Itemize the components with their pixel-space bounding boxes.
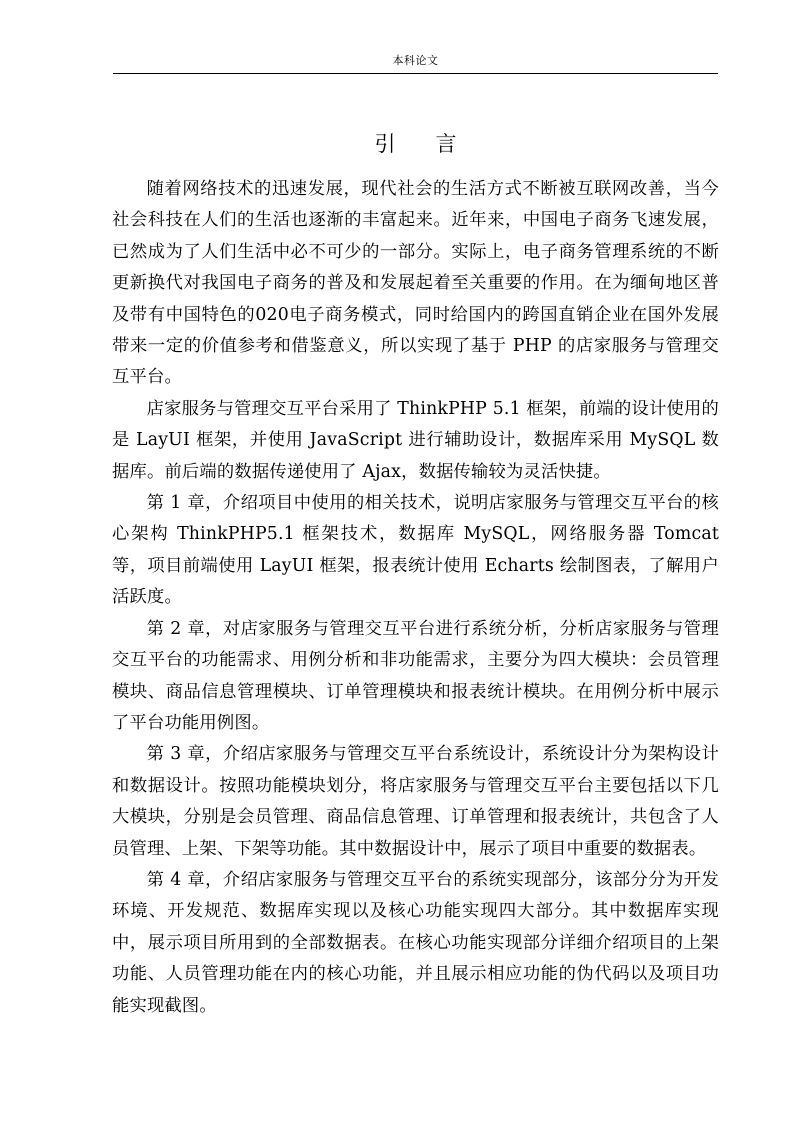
paragraph-chapter-1: 第 1 章，介绍项目中使用的相关技术，说明店家服务与管理交互平台的核心架构 ThinkPHP5.1 框架技术，数据库 MySQL，网络服务器 Tomcat 等，项目前端使用 LayUI 框架，报表统计使用 Echarts 绘制图表，了解用户活跃度。: [112, 493, 719, 608]
paragraph-intro: 随着网络技术的迅速发展，现代社会的生活方式不断被互联网改善，当今社会科技在人们的生活也逐渐的丰富起来。近年来，中国电子商务飞速发展，已然成为了人们生活中必不可少的一部分。实际上，电子商务管理系统的不断更新换代对我国电子商务的普及和发展起着至关重要的作用。在为缅甸地区普及带有中国特色的020电子商务模式，同时给国内的跨国直销企业在国外发展带来一定的价值参考和借鉴意义，所以实现了基于 PHP 的店家服务与管理交互平台。: [112, 179, 719, 388]
chapter-title: 引言: [374, 132, 497, 156]
paragraph-framework: 店家服务与管理交互平台采用了 ThinkPHP 5.1 框架，前端的设计使用的是 LayUI 框架，并使用 JavaScript 进行辅助设计，数据库采用 MySQL 数据库。前后端的数据传递使用了 Ajax，数据传输较为灵活快捷。: [112, 398, 719, 482]
paragraph-chapter-4: 第 4 章，介绍店家服务与管理交互平台的系统实现部分，该部分分为开发环境、开发规范、数据库实现以及核心功能实现四大部分。其中数据库实现中，展示项目所用到的全部数据表。在核心功能实现部分详细介绍项目的上架功能、人员管理功能在内的核心功能，并且展示相应功能的伪代码以及项目功能实现截图。: [112, 869, 719, 1016]
body-text: [112, 174, 719, 1022]
paragraph-chapter-2: 第 2 章，对店家服务与管理交互平台进行系统分析，分析店家服务与管理交互平台的功能需求、用例分析和非功能需求，主要分为四大模块：会员管理模块、商品信息管理模块、订单管理模块和报表统计模块。在用例分析中展示了平台功能用例图。: [112, 618, 719, 733]
paragraph-chapter-3: 第 3 章，介绍店家服务与管理交互平台系统设计，系统设计分为架构设计和数据设计。按照功能模块划分，将店家服务与管理交互平台主要包括以下几大模块，分别是会员管理、商品信息管理、订单管理和报表统计，共包含了人员管理、上架、下架等功能。其中数据设计中，展示了项目中重要的数据表。: [112, 744, 719, 859]
running-header: 本科论文: [392, 54, 439, 67]
header-rule: [113, 73, 718, 74]
